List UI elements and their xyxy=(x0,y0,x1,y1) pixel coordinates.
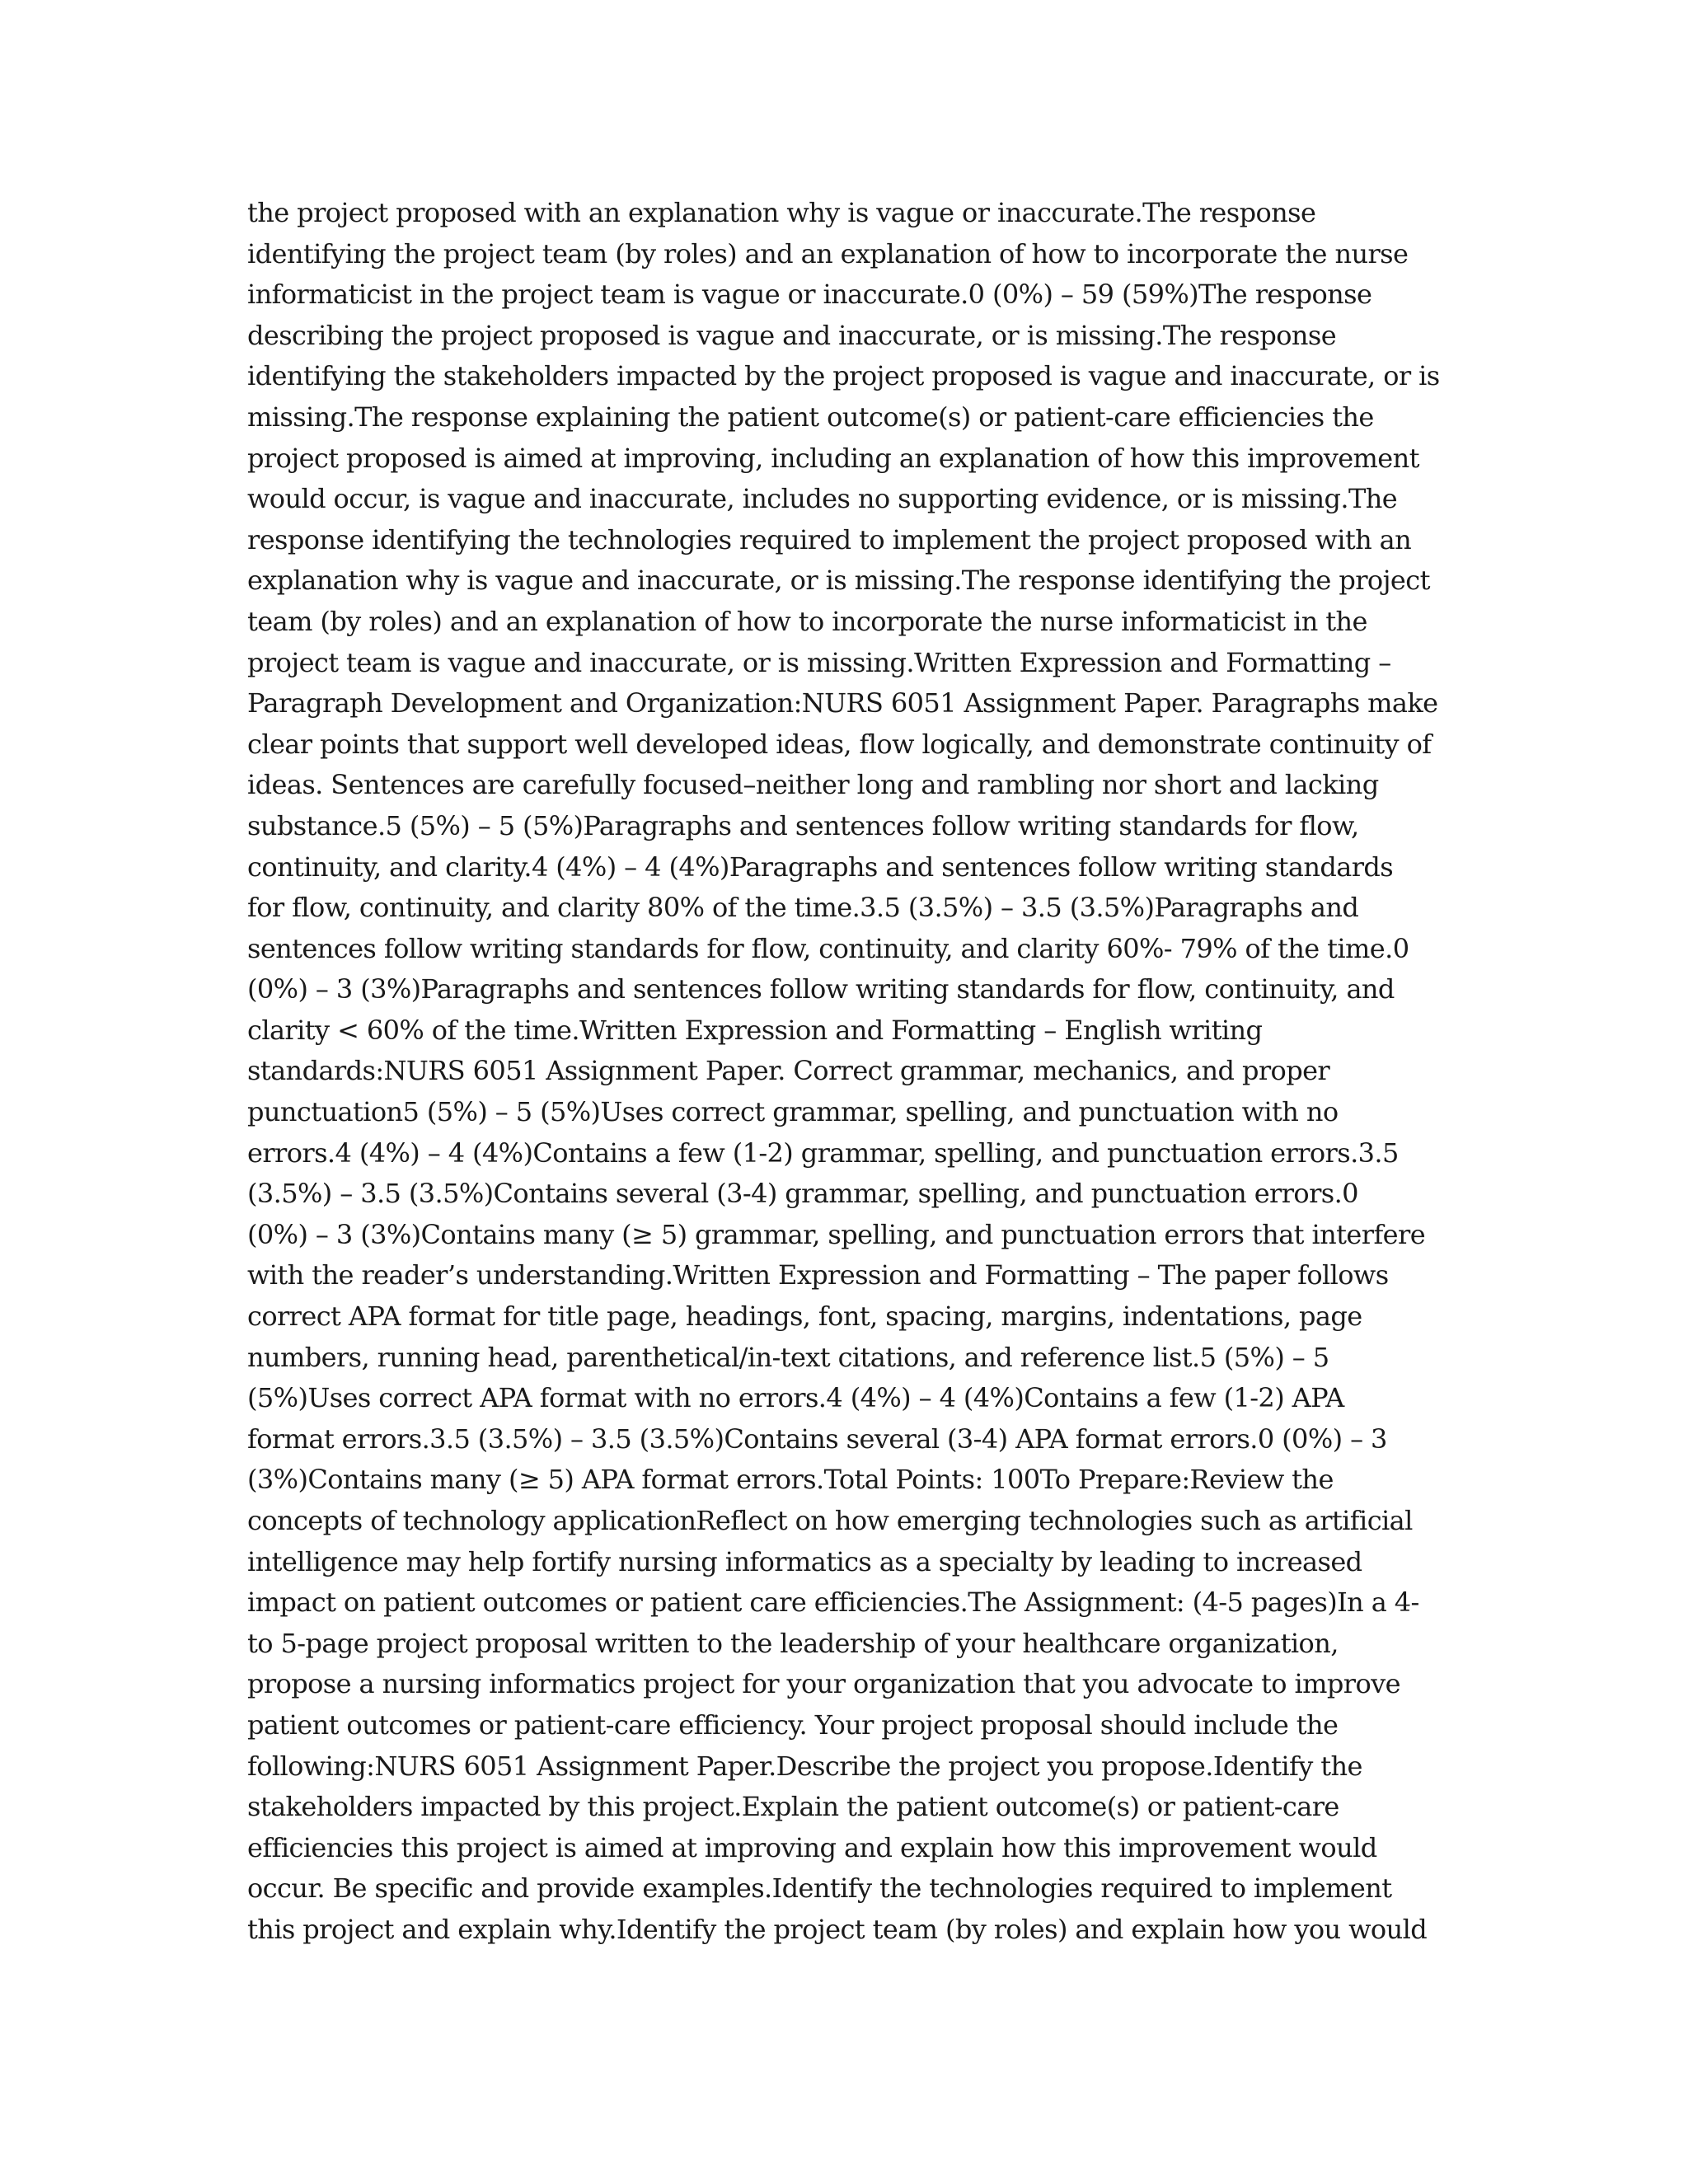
text-line: clear points that support well developed ideas, flow logically, and demonstrate continuity of xyxy=(247,728,1432,760)
text-line: (0%) – 3 (3%)Paragraphs and sentences follow writing standards for flow, continuity, and xyxy=(247,973,1395,1005)
text-line: with the reader’s understanding.Written Expression and Formatting – The paper follows xyxy=(247,1259,1389,1291)
text-line: substance.5 (5%) – 5 (5%)Paragraphs and sentences follow writing standards for flow, xyxy=(247,809,1359,841)
text-line: (5%)Uses correct APA format with no errors.4 (4%) – 4 (4%)Contains a few (1-2) APA xyxy=(247,1382,1344,1414)
text-line: intelligence may help fortify nursing informatics as a specialty by leading to increased xyxy=(247,1545,1362,1577)
text-line: (0%) – 3 (3%)Contains many (≥ 5) grammar, spelling, and punctuation errors that interfere xyxy=(247,1218,1426,1250)
text-line: propose a nursing informatics project for your organization that you advocate to improve xyxy=(247,1668,1400,1700)
text-line: to 5-page project proposal written to the leadership of your healthcare organization, xyxy=(247,1627,1339,1659)
text-line: identifying the project team (by roles) and an explanation of how to incorporate the nurse xyxy=(247,237,1409,269)
text-line: identifying the stakeholders impacted by the project proposed is vague and inaccurate, or is xyxy=(247,360,1440,392)
text-line: describing the project proposed is vague and inaccurate, or is missing.The response xyxy=(247,319,1337,351)
body-text xyxy=(247,193,1451,1951)
text-line: patient outcomes or patient-care efficiency. Your project proposal should include the xyxy=(247,1708,1339,1741)
text-line: informaticist in the project team is vague or inaccurate.0 (0%) – 59 (59%)The response xyxy=(247,279,1372,311)
text-line: impact on patient outcomes or patient care efficiencies.The Assignment: (4-5 pages)In a 4- xyxy=(247,1586,1419,1619)
text-line: errors.4 (4%) – 4 (4%)Contains a few (1-2) grammar, spelling, and punctuation errors.3.5 xyxy=(247,1137,1399,1169)
text-line: continuity, and clarity.4 (4%) – 4 (4%)Paragraphs and sentences follow writing standards xyxy=(247,851,1394,883)
text-line: numbers, running head, parenthetical/in-text citations, and reference list.5 (5%) – 5 xyxy=(247,1341,1329,1373)
text-line: team (by roles) and an explanation of how to incorporate the nurse informaticist in the xyxy=(247,605,1367,637)
text-line: concepts of technology applicationReflect on how emerging technologies such as artificial xyxy=(247,1505,1413,1536)
text-line: correct APA format for title page, headings, font, spacing, margins, indentations, page xyxy=(247,1301,1362,1333)
text-line: explanation why is vague and inaccurate, or is missing.The response identifying the project xyxy=(247,565,1430,597)
text-line: sentences follow writing standards for flow, continuity, and clarity 60%- 79% of the time.0 xyxy=(247,932,1409,964)
text-line: (3.5%) – 3.5 (3.5%)Contains several (3-4) grammar, spelling, and punctuation errors.0 xyxy=(247,1178,1358,1210)
text-line: stakeholders impacted by this project.Explain the patient outcome(s) or patient-care xyxy=(247,1791,1339,1823)
text-line: punctuation5 (5%) – 5 (5%)Uses correct grammar, spelling, and punctuation with no xyxy=(247,1096,1339,1128)
text-line: (3%)Contains many (≥ 5) APA format errors.Total Points: 100To Prepare:Review the xyxy=(247,1464,1334,1496)
text-line: project proposed is aimed at improving, including an explanation of how this improvement xyxy=(247,442,1419,474)
text-line: efficiencies this project is aimed at improving and explain how this improvement would xyxy=(247,1831,1377,1863)
text-line: missing.The response explaining the patient outcome(s) or patient-care efficiencies the xyxy=(247,401,1374,433)
text-line: Paragraph Development and Organization:NURS 6051 Assignment Paper. Paragraphs make xyxy=(247,687,1438,719)
text-line: clarity < 60% of the time.Written Expression and Formatting – English writing xyxy=(247,1014,1263,1046)
text-line: this project and explain why.Identify the project team (by roles) and explain how you would xyxy=(247,1913,1428,1945)
text-line: ideas. Sentences are carefully focused–neither long and rambling nor short and lacking xyxy=(247,769,1379,801)
text-line: response identifying the technologies required to implement the project proposed with an xyxy=(247,523,1412,555)
text-line: project team is vague and inaccurate, or is missing.Written Expression and Formatting – xyxy=(247,646,1391,678)
text-line: following:NURS 6051 Assignment Paper.Describe the project you propose.Identify the xyxy=(247,1750,1362,1782)
text-line: would occur, is vague and inaccurate, includes no supporting evidence, or is missing.The xyxy=(247,483,1398,515)
text-line: occur. Be specific and provide examples.Identify the technologies required to implement xyxy=(247,1872,1392,1905)
text-line: for flow, continuity, and clarity 80% of the time.3.5 (3.5%) – 3.5 (3.5%)Paragraphs and xyxy=(247,892,1359,924)
text-line: the project proposed with an explanation why is vague or inaccurate.The response xyxy=(247,197,1316,228)
text-line: format errors.3.5 (3.5%) – 3.5 (3.5%)Contains several (3-4) APA format errors.0 (0%) – 3 xyxy=(247,1422,1387,1455)
text-line: standards:NURS 6051 Assignment Paper. Correct grammar, mechanics, and proper xyxy=(247,1055,1330,1087)
